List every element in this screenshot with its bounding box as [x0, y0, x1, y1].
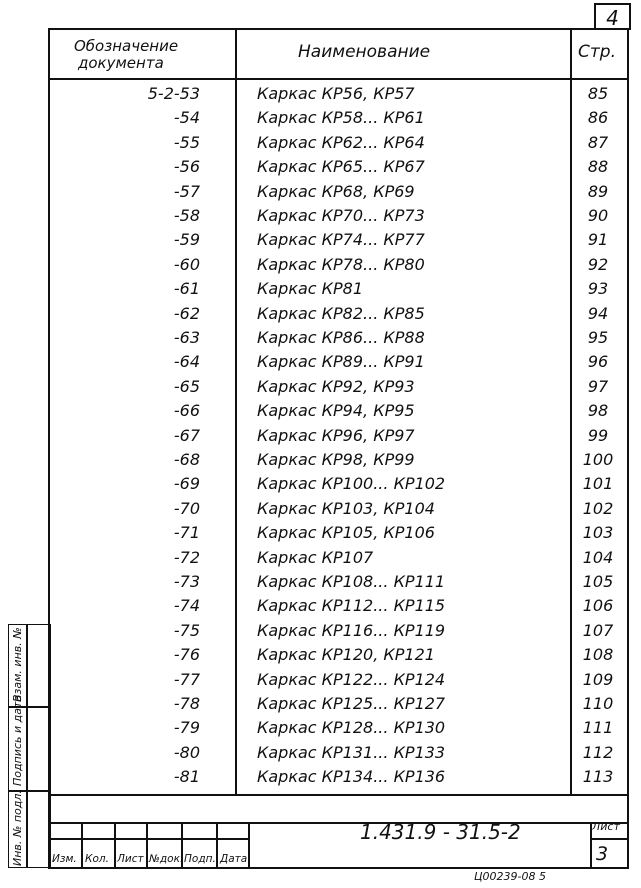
row-designation: -62 — [173, 303, 200, 323]
row-page: 87 — [587, 132, 609, 152]
row-designation: -65 — [173, 376, 200, 396]
table-row — [50, 131, 627, 155]
row-name: Каркас КР134... КР136 — [257, 767, 446, 787]
table-row — [50, 277, 627, 301]
row-name: Каркас КР98, КР99 — [257, 450, 415, 469]
sheet-number: 3 — [596, 843, 609, 865]
table-row — [50, 375, 627, 399]
row-name: Каркас КР78... КР80 — [257, 254, 425, 274]
table-row — [50, 204, 627, 228]
row-name: Каркас КР108... КР111 — [257, 572, 446, 591]
row-page: 96 — [587, 352, 609, 372]
row-page: 91 — [587, 230, 609, 250]
row-page: 97 — [587, 376, 609, 396]
header-divider — [48, 78, 629, 80]
row-name: Каркас КР70... КР73 — [257, 206, 425, 225]
row-page: 113 — [582, 767, 614, 787]
table-row — [50, 716, 627, 740]
table-row — [50, 497, 627, 521]
table-row — [50, 741, 627, 765]
table-row — [50, 326, 627, 350]
table-row — [50, 619, 627, 643]
row-designation: -63 — [173, 328, 200, 347]
table-row — [50, 765, 627, 789]
header-name: Наименование — [298, 42, 431, 62]
row-name: Каркас КР128... КР130 — [257, 718, 446, 738]
page-number: 4 — [594, 3, 631, 30]
table-row — [50, 180, 627, 204]
row-designation: 5-2-53 — [147, 84, 200, 103]
row-name: Каркас КР62... КР64 — [257, 132, 425, 152]
row-page: 89 — [587, 181, 609, 201]
row-name: Каркас КР82... КР85 — [257, 303, 425, 323]
row-page: 85 — [587, 84, 609, 103]
stamp-divider — [216, 822, 218, 869]
header-designation-line1: Обозначение — [74, 37, 179, 55]
row-page: 103 — [582, 523, 614, 543]
row-page: 94 — [587, 303, 609, 323]
row-designation: -60 — [173, 254, 200, 274]
row-designation: -68 — [173, 450, 200, 469]
row-name: Каркас КР58... КР61 — [257, 108, 425, 128]
table-row — [50, 570, 627, 594]
row-page: 111 — [582, 718, 614, 738]
row-designation: -58 — [173, 206, 200, 225]
row-page: 107 — [582, 620, 614, 640]
row-page: 99 — [587, 425, 609, 445]
table-row — [50, 521, 627, 545]
row-name: Каркас КР116... КР119 — [257, 620, 446, 640]
row-name: Каркас КР74... КР77 — [257, 230, 425, 250]
strip-divider — [26, 624, 28, 868]
row-name: Каркас КР125... КР127 — [257, 694, 446, 713]
row-name: Каркас КР56, КР57 — [257, 84, 415, 103]
row-name: Каркас КР86... КР88 — [257, 328, 425, 347]
row-name: Каркас КР122... КР124 — [257, 669, 446, 689]
stamp-line — [48, 822, 629, 824]
row-page: 90 — [587, 206, 609, 225]
stamp-label-qty: Кол. — [85, 853, 109, 865]
row-designation: -74 — [173, 596, 200, 616]
table-row — [50, 424, 627, 448]
row-name: Каркас КР81 — [257, 279, 364, 299]
stamp-top-line — [48, 794, 629, 796]
stamp-divider — [81, 822, 83, 869]
row-page: 104 — [582, 547, 614, 567]
stamp-label-date: Дата — [220, 853, 248, 865]
table-row — [50, 399, 627, 423]
row-name: Каркас КР105, КР106 — [257, 523, 435, 543]
row-designation: -57 — [173, 181, 200, 201]
row-page: 105 — [582, 572, 614, 591]
row-page: 110 — [582, 694, 614, 713]
row-designation: -81 — [173, 767, 200, 787]
table-row — [50, 594, 627, 618]
header-page: Стр. — [578, 42, 616, 62]
row-name: Каркас КР112... КР115 — [257, 596, 446, 616]
table-row — [50, 302, 627, 326]
row-name: Каркас КР65... КР67 — [257, 157, 425, 177]
row-designation: -56 — [173, 157, 200, 177]
row-page: 108 — [582, 645, 614, 665]
table-row — [50, 155, 627, 179]
document-code: 1.431.9 - 31.5-2 — [360, 820, 521, 844]
stamp-label-change: Изм. — [52, 853, 77, 865]
row-page: 102 — [582, 498, 614, 518]
row-name: Каркас КР92, КР93 — [257, 376, 415, 396]
header-designation — [74, 38, 178, 72]
row-designation: -78 — [173, 694, 200, 713]
row-designation: -71 — [173, 523, 200, 543]
row-name: Каркас КР103, КР104 — [257, 498, 435, 518]
row-name: Каркас КР89... КР91 — [257, 352, 425, 372]
header-designation-line2: документа — [78, 54, 164, 72]
table-row — [50, 472, 627, 496]
stamp-line — [590, 838, 629, 840]
row-page: 88 — [587, 157, 609, 177]
table-row — [50, 106, 627, 130]
table-row — [50, 228, 627, 252]
row-name: Каркас КР96, КР97 — [257, 425, 415, 445]
row-designation: -77 — [173, 669, 200, 689]
row-page: 86 — [587, 108, 609, 128]
stamp-divider — [146, 822, 148, 869]
table-row — [50, 253, 627, 277]
table-row — [50, 350, 627, 374]
row-designation: -73 — [173, 572, 200, 591]
row-designation: -75 — [173, 620, 200, 640]
row-designation: -72 — [173, 547, 200, 567]
stamp-divider — [248, 822, 250, 869]
row-page: 93 — [587, 279, 609, 299]
row-name: Каркас КР68, КР69 — [257, 181, 415, 201]
row-designation: -69 — [173, 474, 200, 494]
row-page: 92 — [587, 254, 609, 274]
row-designation: -59 — [173, 230, 200, 250]
bottom-note: Ц00239-08 5 — [474, 870, 546, 883]
table-row — [50, 448, 627, 472]
row-page: 112 — [582, 742, 614, 762]
row-designation: -67 — [173, 425, 200, 445]
table-row — [50, 668, 627, 692]
row-designation: -79 — [173, 718, 200, 738]
row-designation: -76 — [173, 645, 200, 665]
row-designation: -54 — [173, 108, 200, 128]
strip-label-replace: Взам. инв. № — [11, 627, 24, 702]
row-name: Каркас КР120, КР121 — [257, 645, 435, 665]
sheet-label: Лист — [592, 820, 620, 833]
table-row — [50, 82, 627, 106]
row-designation: -61 — [173, 279, 200, 299]
row-designation: -80 — [173, 742, 200, 762]
row-page: 100 — [582, 450, 614, 469]
row-name: Каркас КР94, КР95 — [257, 401, 415, 421]
row-page: 98 — [587, 401, 609, 421]
stamp-label-doc: №док. — [149, 853, 184, 865]
row-designation: -55 — [173, 132, 200, 152]
strip-label-sign: Подпись и дата — [11, 694, 24, 786]
stamp-label-sheet: Лист — [117, 853, 144, 865]
stamp-line — [48, 838, 248, 840]
table-row — [50, 546, 627, 570]
table-row — [50, 692, 627, 716]
stamp-label-sign: Подп. — [184, 853, 216, 865]
row-designation: -66 — [173, 401, 200, 421]
row-page: 109 — [582, 669, 614, 689]
strip-label-inv: Инв. № подл. — [11, 790, 24, 866]
row-designation: -70 — [173, 498, 200, 518]
row-page: 95 — [587, 328, 609, 347]
row-designation: -64 — [173, 352, 200, 372]
stamp-divider — [114, 822, 116, 869]
table-row — [50, 643, 627, 667]
row-name: Каркас КР107 — [257, 547, 374, 567]
row-page: 106 — [582, 596, 614, 616]
row-page: 101 — [582, 474, 614, 494]
row-name: Каркас КР100... КР102 — [257, 474, 446, 494]
row-name: Каркас КР131... КР133 — [257, 742, 446, 762]
